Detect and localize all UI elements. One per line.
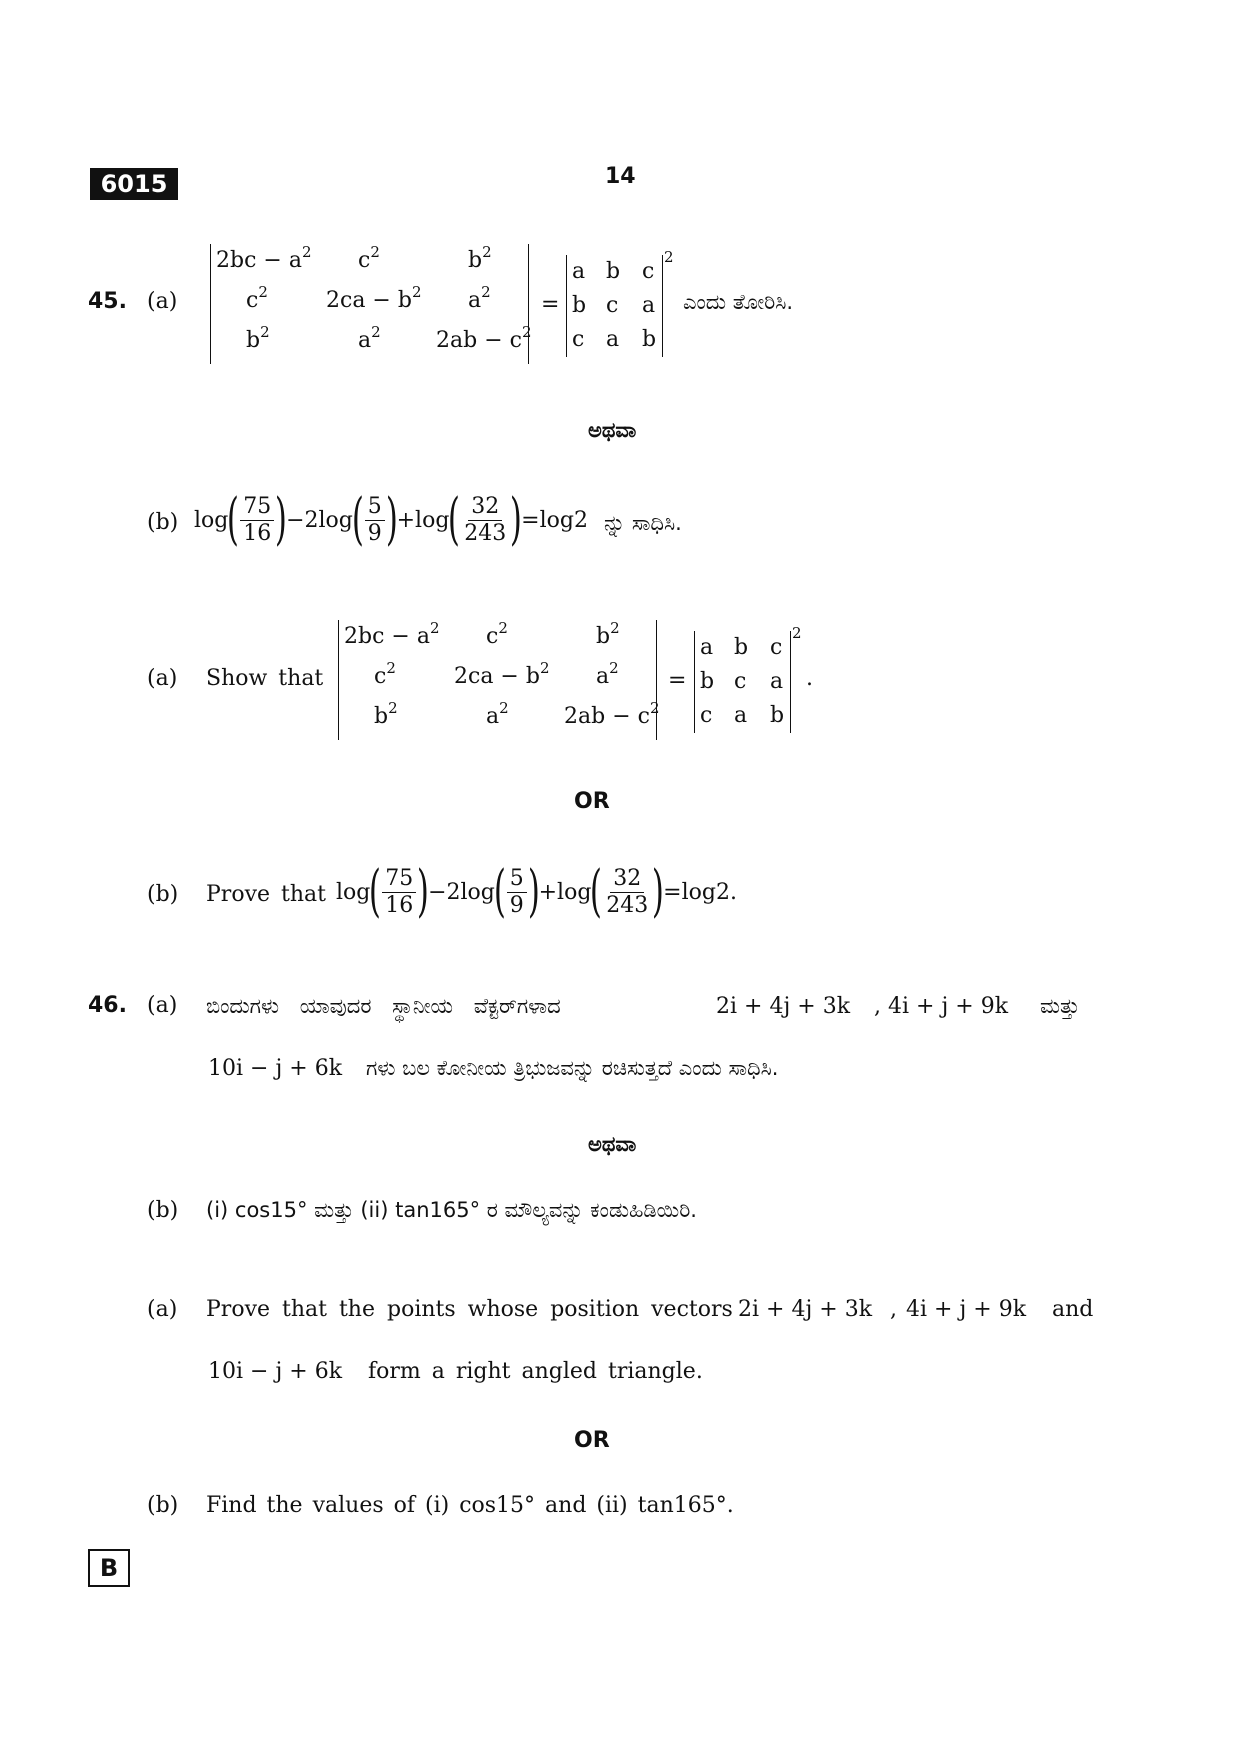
q46-kn-and: ಮತ್ತು [1040, 994, 1080, 1018]
q45-en-or: OR [574, 789, 610, 814]
q45-kn-b-suffix: ನ್ನು ಸಾಧಿಸಿ. [604, 511, 682, 535]
question-number-46: 46. [88, 993, 127, 1018]
comma: , [890, 1297, 897, 1322]
q46-kn-or: ಅಥವಾ [588, 1132, 637, 1156]
q46-kn-vec3: 10i − j + 6k [208, 1056, 343, 1081]
q46-en-or: OR [574, 1428, 610, 1453]
q46-kn-a-label: (a) [147, 993, 178, 1018]
power-two: 2 [664, 248, 674, 266]
q46-en-a-line1: Prove that the points whose position vectors [206, 1297, 733, 1322]
q46-en-a-line2: form a right angled triangle. [368, 1359, 703, 1384]
q46-en-vec3: 10i − j + 6k [208, 1359, 343, 1384]
q46-en-a-label: (a) [147, 1297, 178, 1322]
q46-en-and: and [1052, 1297, 1094, 1322]
q46-en-b-text: Find the values of (i) cos15° and (ii) tan165°. [206, 1493, 734, 1518]
question-number-45: 45. [88, 289, 127, 314]
q45-kn-a-suffix: ಎಂದು ತೋರಿಸಿ. [683, 290, 794, 314]
q45-en-a-label: (a) [147, 666, 178, 691]
q46-en-vec1: 2i + 4j + 3k [738, 1297, 873, 1322]
q45-kn-b-label: (b) [147, 510, 179, 535]
q45-kn-or: ಅಥವಾ [588, 418, 637, 442]
q45-en-a-prefix: Show that [206, 666, 324, 691]
q46-kn-vec1: 2i + 4j + 3k [716, 994, 851, 1019]
power-two: 2 [792, 624, 802, 642]
paper-code: 6015 [90, 168, 178, 200]
page-number: 14 [605, 164, 636, 189]
q46-kn-a-line1: ಬಿಂದುಗಳು ಯಾವುದರ ಸ್ಥಾನೀಯ ವೆಕ್ಟರ್‌ಗಳಾದ [206, 994, 561, 1018]
q45-kn-log-equation: log ( $\frac{75}{16}$ ) −2log ( $\frac{5}{9}$ ) +log ( $\frac{32}{243}$ ) =log2 [194, 487, 588, 552]
q45-kn-det-right: a b c b c a c a b [566, 255, 666, 357]
equals-sign: = [668, 668, 687, 693]
set-label-box: B [88, 1549, 130, 1587]
q46-kn-b-text: (i) cos15° ಮತ್ತು (ii) tan165° ರ ಮೌಲ್ಯವನ್ನು ಕಂಡುಹಿಡಿಯಿರಿ. [206, 1198, 697, 1222]
q45-en-det-right: a b c b c a c a b [694, 631, 794, 733]
q45-en-b-label: (b) [147, 882, 179, 907]
period: . [806, 666, 813, 691]
q45-kn-det-left: $2bc - a^2$ $c^2$ $b^2$ $c^2$ $2ca - b^2$ $a^2$ $b^2$ $a^2$ $2ab - c^2$ [210, 244, 530, 364]
q46-kn-b-label: (b) [147, 1198, 179, 1223]
comma: , [874, 994, 881, 1019]
q46-kn-a-line2: ಗಳು ಬಲ ಕೋನೀಯ ತ್ರಿಭುಜವನ್ನು ರಚಿಸುತ್ತದೆ ಎಂದು ಸಾಧಿಸಿ. [366, 1056, 779, 1080]
q45-en-log-equation: log ( $\frac{75}{16}$ ) −2log ( $\frac{5}{9}$ ) +log ( $\frac{32}{243}$ ) =log2 . [336, 859, 737, 924]
equals-sign: = [541, 292, 560, 317]
q45-en-det-left: $2bc - a^2$ $c^2$ $b^2$ $c^2$ $2ca - b^2$ $a^2$ $b^2$ $a^2$ $2ab - c^2$ [338, 620, 658, 740]
q46-en-b-label: (b) [147, 1493, 179, 1518]
q46-kn-vec2: 4i + j + 9k [888, 994, 1009, 1019]
q45-kn-a-label: (a) [147, 289, 178, 314]
q45-en-b-prefix: Prove that [206, 882, 326, 907]
q46-en-vec2: 4i + j + 9k [906, 1297, 1027, 1322]
